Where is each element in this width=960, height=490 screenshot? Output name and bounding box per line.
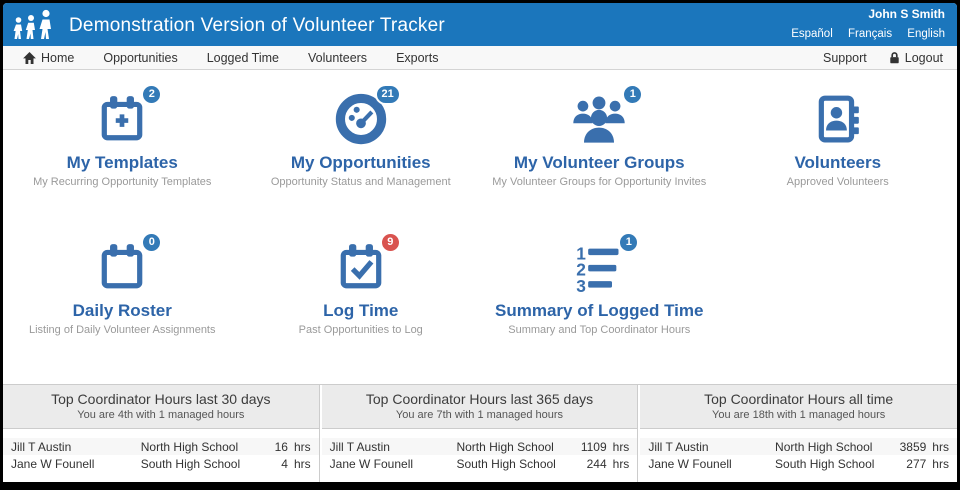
coordinator-hours: 277 — [906, 456, 927, 471]
tile-summary-logged-time[interactable] — [480, 230, 719, 378]
badge-summary-logged-time: 1 — [618, 232, 639, 253]
panel-title: Top Coordinator Hours last 365 days — [365, 391, 594, 407]
coordinator-hours: 244 — [586, 456, 607, 471]
table-row — [3, 455, 319, 472]
tile-subtitle: My Volunteer Groups for Opportunity Invites — [492, 176, 707, 188]
panel-title: Top Coordinator Hours all time — [704, 391, 894, 407]
coordinator-org: South High School — [140, 456, 241, 471]
calendar-icon — [97, 241, 147, 293]
badge-my-opportunities: 21 — [375, 84, 401, 105]
hours-unit: hrs — [932, 456, 949, 471]
tile-title[interactable]: My Volunteer Groups — [513, 153, 685, 172]
brand — [3, 3, 445, 41]
tile-subtitle: Summary and Top Coordinator Hours — [508, 324, 691, 336]
language-links — [779, 28, 945, 40]
lang-espanol-link[interactable]: Español — [791, 28, 833, 40]
badge-daily-roster: 0 — [141, 232, 162, 253]
tile-title[interactable]: My Opportunities — [290, 153, 431, 172]
numbered-list-icon — [573, 241, 625, 293]
hours-unit: hrs — [293, 439, 311, 454]
masthead — [3, 3, 957, 46]
coordinator-hours: 3859 — [899, 439, 927, 454]
nav-home[interactable]: Home — [23, 51, 74, 65]
tile-my-templates[interactable] — [3, 82, 242, 230]
table-row — [640, 455, 957, 472]
tile-title[interactable]: Log Time — [323, 301, 399, 320]
hours-unit: hrs — [612, 456, 630, 471]
badge-log-time: 9 — [380, 232, 401, 253]
coordinator-org: North High School — [775, 439, 873, 454]
coordinator-org: South High School — [456, 456, 556, 471]
table-row — [3, 438, 319, 455]
tile-title[interactable]: My Templates — [66, 153, 178, 172]
calendar-plus-icon — [97, 93, 147, 145]
nav-support[interactable]: Support — [822, 50, 867, 65]
coordinator-hours: 4 — [281, 456, 288, 471]
user-name[interactable]: John S Smith — [868, 7, 945, 21]
coordinator-org: North High School — [456, 439, 554, 454]
tile-subtitle: Opportunity Status and Management — [270, 176, 451, 188]
tile-my-opportunities[interactable] — [242, 82, 481, 230]
coordinator-hours-panels — [3, 384, 957, 482]
tile-volunteers[interactable] — [719, 82, 958, 230]
panel-subtitle: You are 18th with 1 managed hours — [712, 409, 886, 421]
calendar-check-icon — [336, 241, 386, 293]
coordinator-name: Jill T Austin — [648, 439, 709, 454]
panel-title: Top Coordinator Hours last 30 days — [51, 391, 271, 407]
table-row — [322, 438, 638, 455]
tile-title[interactable]: Daily Roster — [72, 301, 172, 320]
tile-subtitle: Approved Volunteers — [786, 176, 889, 188]
svg-text:2: 2 — [576, 259, 587, 280]
lang-francais-link[interactable]: Français — [847, 28, 893, 40]
family-logo-icon — [13, 9, 55, 41]
coordinator-org: North High School — [140, 439, 239, 454]
tile-subtitle: Past Opportunities to Log — [298, 324, 423, 336]
coordinator-name: Jane W Founell — [648, 456, 732, 471]
hours-unit: hrs — [293, 456, 311, 471]
tile-empty — [719, 230, 958, 378]
badge-my-volunteer-groups: 1 — [622, 84, 643, 105]
tile-log-time[interactable] — [242, 230, 481, 378]
coordinator-org: South High School — [775, 456, 875, 471]
nav-opportunities[interactable]: Opportunities — [103, 50, 178, 65]
panel-subtitle: You are 4th with 1 managed hours — [77, 409, 245, 421]
tile-subtitle: My Recurring Opportunity Templates — [33, 176, 212, 188]
tile-subtitle: Listing of Daily Volunteer Assignments — [29, 324, 216, 336]
table-row — [322, 455, 638, 472]
nav-logout[interactable]: Logout — [889, 51, 943, 65]
lock-icon — [889, 51, 900, 64]
nav-logged-time[interactable]: Logged Time — [206, 50, 279, 65]
svg-text:3: 3 — [576, 275, 587, 293]
coordinator-table — [322, 438, 638, 472]
tile-title[interactable]: Summary of Logged Time — [495, 301, 704, 320]
lang-english-link[interactable]: English — [907, 28, 945, 40]
coordinator-name: Jill T Austin — [329, 439, 390, 454]
nav-volunteers[interactable]: Volunteers — [307, 50, 368, 65]
group-icon — [569, 93, 629, 145]
panel-last-365-days — [322, 385, 639, 482]
dashboard-tiles — [3, 70, 957, 384]
page-title: Demonstration Version of Volunteer Tracker — [69, 15, 445, 36]
tile-title[interactable]: Volunteers — [794, 153, 882, 172]
table-row — [640, 438, 957, 455]
tile-my-volunteer-groups[interactable] — [480, 82, 719, 230]
coordinator-name: Jill T Austin — [11, 439, 72, 454]
main-nav — [3, 46, 957, 70]
hours-unit: hrs — [612, 439, 630, 454]
panel-all-time — [640, 385, 957, 482]
panel-last-30-days — [3, 385, 320, 482]
coordinator-hours: 16 — [274, 439, 288, 454]
coordinator-table — [3, 438, 319, 472]
coordinator-name: Jane W Founell — [11, 456, 95, 471]
hours-unit: hrs — [932, 439, 949, 454]
coordinator-table — [640, 438, 957, 472]
tile-daily-roster[interactable] — [3, 230, 242, 378]
svg-text:1: 1 — [576, 243, 587, 264]
badge-my-templates: 2 — [141, 84, 162, 105]
address-book-icon — [813, 93, 863, 145]
coordinator-name: Jane W Founell — [329, 456, 414, 471]
home-icon — [23, 52, 36, 64]
coordinator-hours: 1109 — [580, 439, 607, 454]
panel-subtitle: You are 7th with 1 managed hours — [395, 409, 564, 421]
nav-exports[interactable]: Exports — [396, 50, 439, 65]
